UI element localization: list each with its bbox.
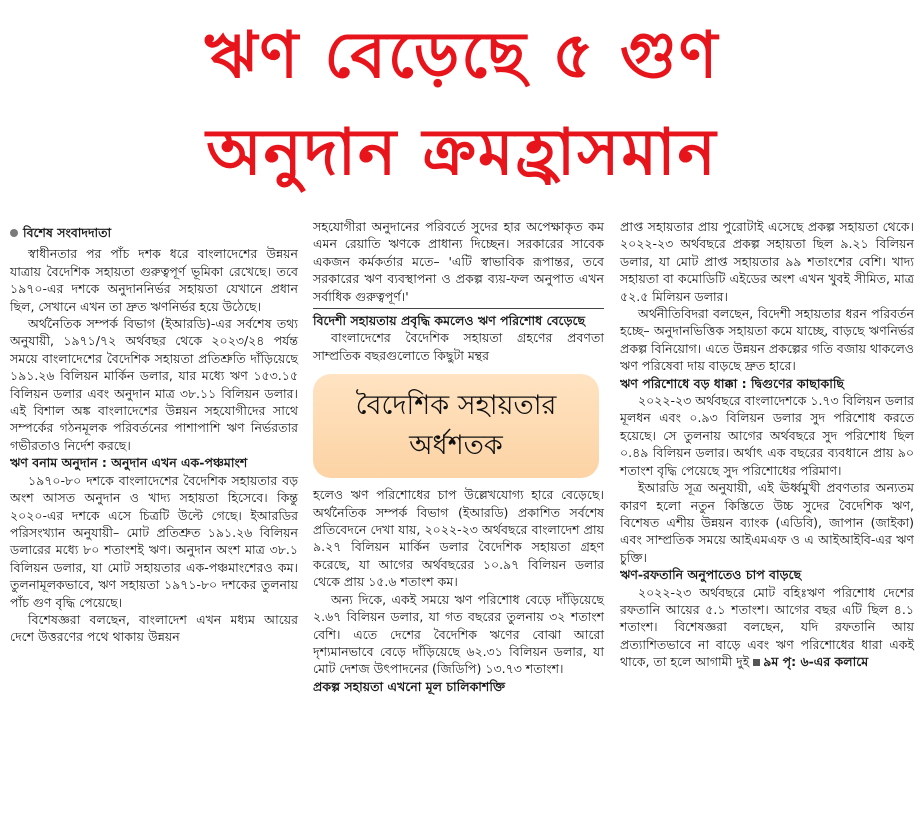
continuation-note: ৯ম পৃ: ৬-এর কলামে: [763, 654, 869, 670]
byline: [10, 224, 298, 241]
article-column-1: [10, 218, 298, 646]
byline-text: বিশেষ সংবাদদাতা: [23, 225, 112, 240]
article-column-2: [313, 218, 604, 695]
callout-line-2: অর্ধশতক: [409, 430, 503, 462]
paragraph-text: ২০২২-২৩ অর্থবছরে মোট বহিঃঋণ পরিশোধ দেশের রফতানি আয়ের ৫.১ শতাংশ। আগের বছর এটি ছিল ৪.১ শতাংশ। বিশেষজ্ঞরা বলছেন, যদি রফতানি আয় প্রত্যাশিতভাবে না বাড়ে এবং ঋণ পরিশোধের ধারা একই থাকে, তা হলে আগামী দুই: [620, 584, 914, 670]
headline-line-2: অনুদান ক্রমহ্রাসমান: [206, 116, 718, 190]
paragraph: সহযোগীরা অনুদানের পরিবর্তে সুদের হার অপেক্ষাকৃত কম এমন রেয়াতি ঋণকে প্রাধান্য দিচ্ছেন। সরকারের সাবেক একজন কর্মকর্তার মতে– 'এটি স্বাভাবিক রূপান্তর, তবে সরকারের ঋণ ব্যবস্থাপনা ও প্রকল্প ব্যয়-ফল অনুপাত এখন সর্বাধিক গুরুত্বপূর্ণ।': [313, 219, 604, 304]
paragraph: অর্থনীতিবিদরা বলছেন, বিদেশী সহায়তার ধরন পরিবর্তন হচ্ছে– অনুদানভিত্তিক সহায়তা কমে যাচ্ছে, বাড়ছে ঋণনির্ভর প্রকল্প বিনিয়োগ। এতে উন্নয়ন প্রকল্পের গতি বজায় থাকলেও ঋণ পরিষেবা দায় বাড়ছে দ্রুত হারে।: [620, 306, 914, 374]
subheading: ঋণ-রফতানি অনুপাতেও চাপ বাড়ছে: [620, 567, 802, 583]
subheading: বিদেশী সহায়তায় প্রবৃদ্ধি কমলেও ঋণ পরিশোধ বেড়েছে: [313, 313, 586, 329]
headline-line-1: ঋণ বেড়েছে ৫ গুণ: [204, 19, 720, 93]
paragraph: ইআরডি সূত্র অনুযায়ী, এই ঊর্ধ্বমুখী প্রবণতার অন্যতম কারণ হলো নতুন কিস্তিতে উচ্চ সুদের বৈদেশিক ঋণ, বিশেষত এশীয় উন্নয়ন ব্যাংক (এডিবি), জাপান (জাইকা) এবং সাম্প্রতিক সময়ে আইএমএফ ও এ আইআইবি-এর ঋণ চুক্তি।: [620, 480, 914, 565]
subheading: ঋণ পরিশোধে বড় ধাক্কা : দ্বিগুণের কাছাকাছি: [620, 375, 844, 391]
article-column-3: [620, 218, 914, 671]
subheading: প্রকল্প সহায়তা এখনো মূল চালিকাশক্তি: [313, 678, 506, 694]
subheading: ঋণ বনাম অনুদান : অনুদান এখন এক-পঞ্চমাংশ: [10, 455, 248, 471]
bullet-icon: [10, 229, 18, 237]
paragraph: প্রাপ্ত সহায়তার প্রায় পুরোটাই এসেছে প্রকল্প সহায়তা থেকে। ২০২২-২৩ অর্থবছরে প্রকল্প সহায়তা ছিল ৯.২১ বিলিয়ন ডলার, যা মোট প্রাপ্ত সহায়তার ৯৯ শতাংশের বেশি। খাদ্য সহায়তা বা কমোডিটি এইডের অংশ এখন খুবই সীমিত, মাত্র ৫২.৫ মিলিয়ন ডলার।: [620, 219, 914, 304]
paragraph: স্বাধীনতার পর পাঁচ দশক ধরে বাংলাদেশের উন্নয়ন যাত্রায় বৈদেশিক সহায়তা গুরুত্বপূর্ণ ভূমিকা রেখেছে। তবে ১৯৭০-এর দশকে অনুদাননির্ভর সহায়তা যেখানে প্রধান ছিল, সেখানে এখন তা দ্রুত ঋণনির্ভর হয়ে উঠেছে।: [10, 246, 298, 314]
callout-box: [313, 374, 599, 478]
paragraph: হলেও ঋণ পরিশোধের চাপ উল্লেখযোগ্য হারে বেড়েছে। অর্থনৈতিক সম্পর্ক বিভাগ (ইআরডি) প্রকাশিত সর্বশেষ প্রতিবেদনে দেখা যায়, ২০২২-২৩ অর্থবছরে বাংলাদেশ প্রায় ৯.২৭ বিলিয়ন মার্কিন ডলার বৈদেশিক সহায়তা গ্রহণ করেছে, যা আগের অর্থবছরের ১০.৯৭ বিলিয়ন ডলার থেকে প্রায় ১৫.৬ শতাংশ কম।: [313, 487, 604, 590]
paragraph: বিশেষজ্ঞরা বলছেন, বাংলাদেশ এখন মধ্যম আয়ের দেশে উত্তরণের পথে থাকায় উন্নয়ন: [10, 611, 298, 645]
paragraph: ১৯৭০-৮০ দশকে বাংলাদেশের বৈদেশিক সহায়তার বড় অংশ আসত অনুদান ও খাদ্য সহায়তা হিসেবে। কিন্তু ২০২০-এর দশকে এসে চিত্রটি উল্টে গেছে। ইআরডির পরিসংখ্যান অনুযায়ী– মোট প্রতিশ্রুত ১৯১.২৬ বিলিয়ন ডলারের মধ্যে ৮০ শতাংশই ঋণ। অনুদান অংশ মাত্র ৩৮.১ বিলিয়ন ডলার, যা মোট সহায়তার এক-পঞ্চমাংশেরও কম। তুলনামূলকভাবে, ঋণ সহায়তা ১৯৭১-৮০ দশকের তুলনায় পাঁচ গুণ বৃদ্ধি পেয়েছে।: [10, 472, 298, 610]
callout-line-1: বৈদেশিক সহায়তার: [355, 390, 557, 422]
square-bullet-icon: [753, 659, 760, 666]
paragraph: [620, 584, 914, 671]
paragraph: অর্থনৈতিক সম্পর্ক বিভাগ (ইআরডি)-এর সর্বশেষ তথ্য অনুযায়ী, ১৯৭১/৭২ অর্থবছর থেকে ২০২৩/২৪ পর্যন্ত সময়ে বাংলাদেশের বৈদেশিক সহায়তা প্রতিশ্রুতি দাঁড়িয়েছে ১৯১.২৬ বিলিয়ন মার্কিন ডলার, যার মধ্যে ঋণ ১৫৩.১৫ বিলিয়ন ডলার এবং অনুদান মাত্র ৩৮.১১ বিলিয়ন ডলার। এই বিশাল অঙ্ক বাংলাদেশের উন্নয়ন সহযোগীদের সাথে সম্পর্কের গঠনমূলক পরিবর্তনের পাশাপাশি ঋণ নির্ভরতার গভীরতাও নির্দেশ করছে।: [10, 316, 298, 453]
paragraph: ২০২২-২৩ অর্থবছরে বাংলাদেশকে ১.৭৩ বিলিয়ন ডলার মূলধন এবং ০.৯৩ বিলিয়ন ডলার সুদ পরিশোধ করতে হয়েছে। সে তুলনায় আগের অর্থবছরে সুদ পরিশোধ ছিল ০.৪৯ বিলিয়ন ডলার। অর্থাৎ এক বছরের ব্যবধানে প্রায় ৯০ শতাংশ বৃদ্ধি পেয়েছে সুদ পরিশোধের পরিমাণ।: [620, 393, 914, 478]
paragraph: অন্য দিকে, একই সময়ে ঋণ পরিশোধ বেড়ে দাঁড়িয়েছে ২.৬৭ বিলিয়ন ডলার, যা গত বছরের তুলনায় ৩২ শতাংশ বেশি। এতে দেশের বৈদেশিক ঋণের বোঝা আরো দৃশ্যমানভাবে বেড়ে দাঁড়িয়েছে ৬২.৩১ বিলিয়ন ডলার, যা মোট দেশজ উৎপাদনের (জিডিপি) ১৩.৭৩ শতাংশ।: [313, 591, 604, 677]
divider: [313, 308, 604, 309]
paragraph: বাংলাদেশের বৈদেশিক সহায়তা গ্রহণের প্রবণতা সাম্প্রতিক বছরগুলোতে কিছুটা মন্থর: [313, 330, 604, 363]
